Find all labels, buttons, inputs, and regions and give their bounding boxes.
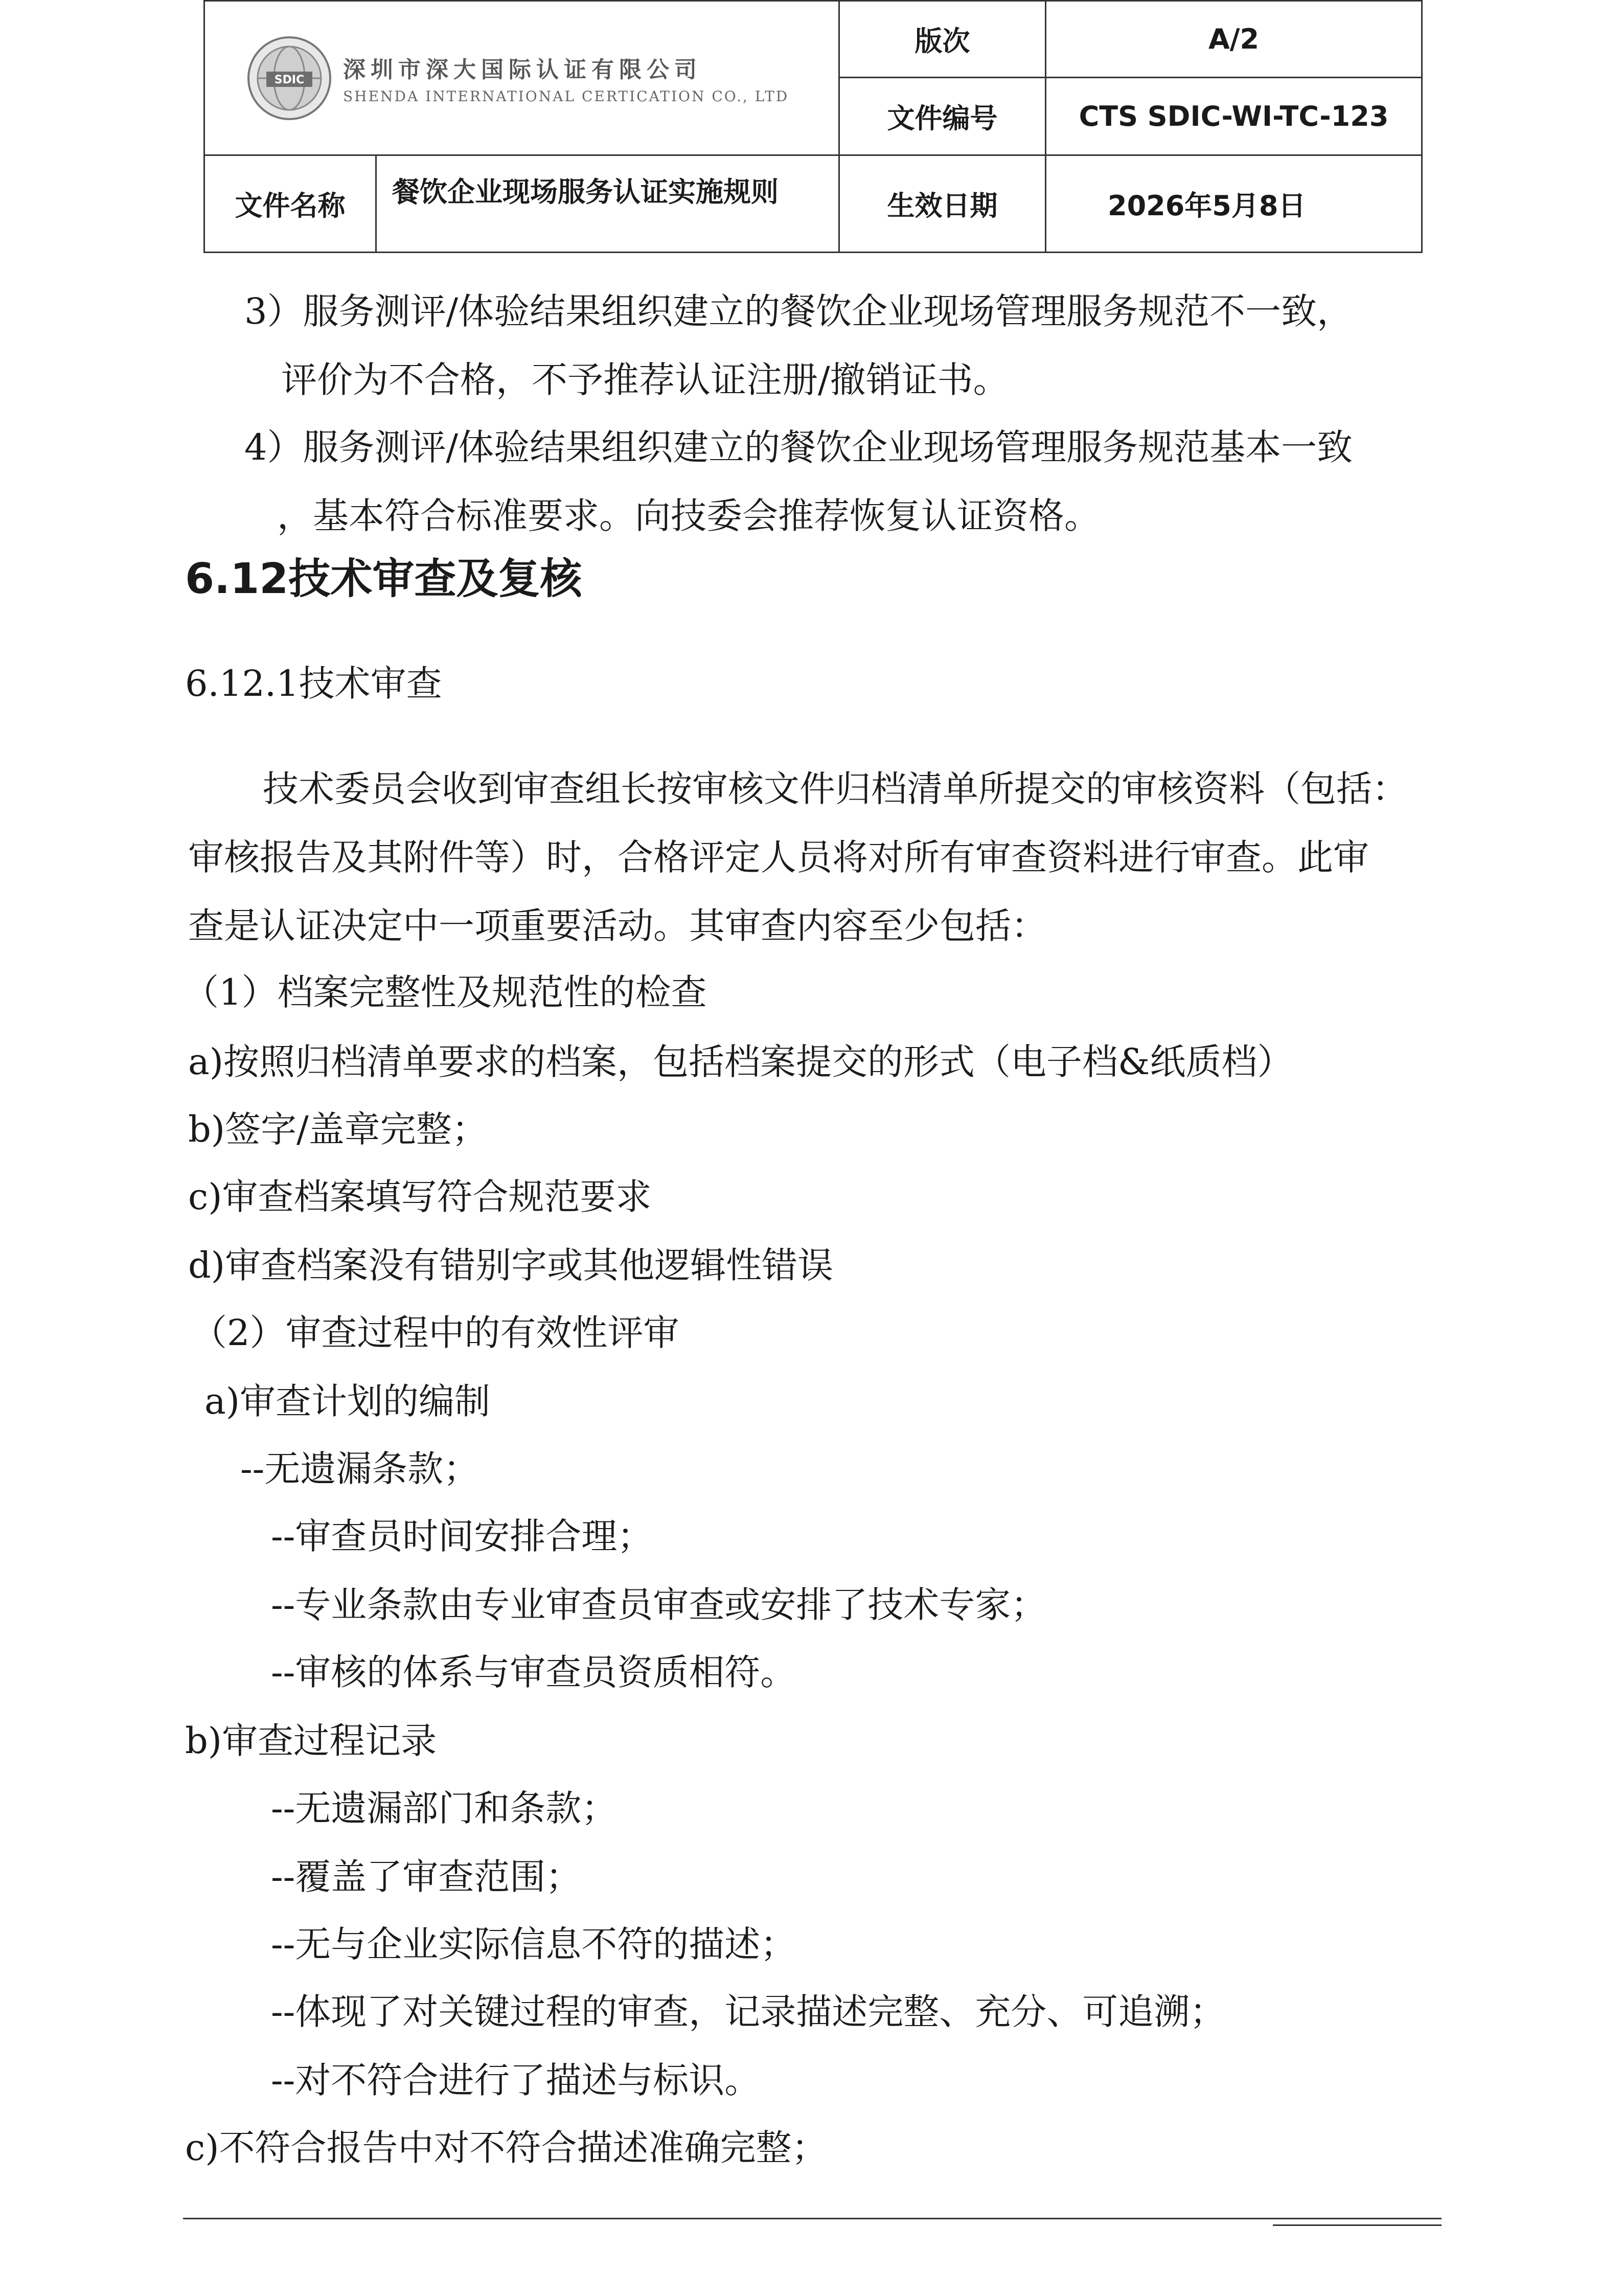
list-item-c2: c)不符合报告中对不符合描述准确完整； bbox=[185, 2127, 828, 2169]
list-item-b1: b)签字/盖章完整； bbox=[188, 1108, 488, 1150]
company-name-cn: 深圳市深大国际认证有限公司 bbox=[343, 57, 702, 83]
docname-value: 餐饮企业现场服务认证实施规则 bbox=[376, 155, 839, 253]
list-item-b2: b)审查过程记录 bbox=[185, 1720, 437, 1762]
subsection-heading-6-12-1: 6.12.1技术审查 bbox=[185, 663, 442, 704]
item-4-line1: 4）服务测评/体验结果组织建立的餐饮企业现场管理服务规范基本一致 bbox=[244, 426, 1353, 468]
list-heading-1: （1）档案完整性及规范性的检查 bbox=[183, 971, 707, 1013]
item-3-line1: 3）服务测评/体验结果组织建立的餐饮企业现场管理服务规范不一致， bbox=[244, 290, 1353, 332]
company-name-en: SHENDA INTERNATIONAL CERTICATION CO., LTD bbox=[343, 88, 789, 105]
version-label: 版次 bbox=[839, 1, 1046, 78]
date-label: 生效日期 bbox=[839, 155, 1046, 253]
list-subitem-b2-1: --无遗漏部门和条款； bbox=[271, 1787, 618, 1829]
footer-rule bbox=[183, 2218, 1442, 2219]
docno-label: 文件编号 bbox=[839, 78, 1046, 155]
document-header-table bbox=[203, 0, 1423, 253]
footer-rule-short bbox=[1273, 2224, 1442, 2226]
version-value: A/2 bbox=[1046, 1, 1422, 78]
list-subitem-a2-4: --审核的体系与审查员资质相符。 bbox=[271, 1651, 796, 1693]
list-item-a2: a)审查计划的编制 bbox=[204, 1380, 491, 1422]
sdic-globe-logo-icon bbox=[246, 35, 333, 122]
section-heading-6-12: 6.12技术审查及复核 bbox=[185, 555, 582, 603]
company-logo-cell bbox=[204, 1, 839, 155]
list-subitem-b2-4: --体现了对关键过程的审查，记录描述完整、充分、可追溯； bbox=[271, 1991, 1226, 2033]
list-item-d1: d)审查档案没有错别字或其他逻辑性错误 bbox=[188, 1244, 834, 1286]
list-subitem-a2-2: --审查员时间安排合理； bbox=[271, 1515, 653, 1557]
paragraph-line3: 查是认证决定中一项重要活动。其审查内容至少包括： bbox=[188, 905, 1047, 947]
list-heading-2: （2）审查过程中的有效性评审 bbox=[191, 1312, 679, 1354]
item-4-line2: ，基本符合标准要求。向技委会推荐恢复认证资格。 bbox=[277, 495, 1100, 537]
list-subitem-a2-3: --专业条款由专业审查员审查或安排了技术专家； bbox=[271, 1584, 1047, 1626]
logo-text: SDIC bbox=[274, 73, 305, 86]
list-item-a1: a)按照归档清单要求的档案，包括档案提交的形式（电子档&纸质档） bbox=[188, 1041, 1293, 1083]
list-subitem-b2-3: --无与企业实际信息不符的描述； bbox=[271, 1923, 796, 1965]
list-item-c1: c)审查档案填写符合规范要求 bbox=[188, 1176, 652, 1218]
list-subitem-b2-2: --覆盖了审查范围； bbox=[271, 1856, 582, 1898]
date-value: 2026年5月8日 bbox=[1046, 155, 1422, 253]
list-subitem-b2-5: --对不符合进行了描述与标识。 bbox=[271, 2059, 761, 2101]
docname-label: 文件名称 bbox=[204, 155, 376, 253]
docno-value: CTS SDIC-WI-TC-123 bbox=[1046, 78, 1422, 155]
paragraph-line1: 技术委员会收到审查组长按审核文件归档清单所提交的审核资料（包括： bbox=[263, 768, 1408, 810]
item-3-line2: 评价为不合格，不予推荐认证注册/撤销证书。 bbox=[281, 359, 1009, 401]
list-subitem-a2-1: --无遗漏条款； bbox=[240, 1448, 479, 1490]
paragraph-line2: 审核报告及其附件等）时，合格评定人员将对所有审查资料进行审查。此审 bbox=[188, 836, 1369, 878]
